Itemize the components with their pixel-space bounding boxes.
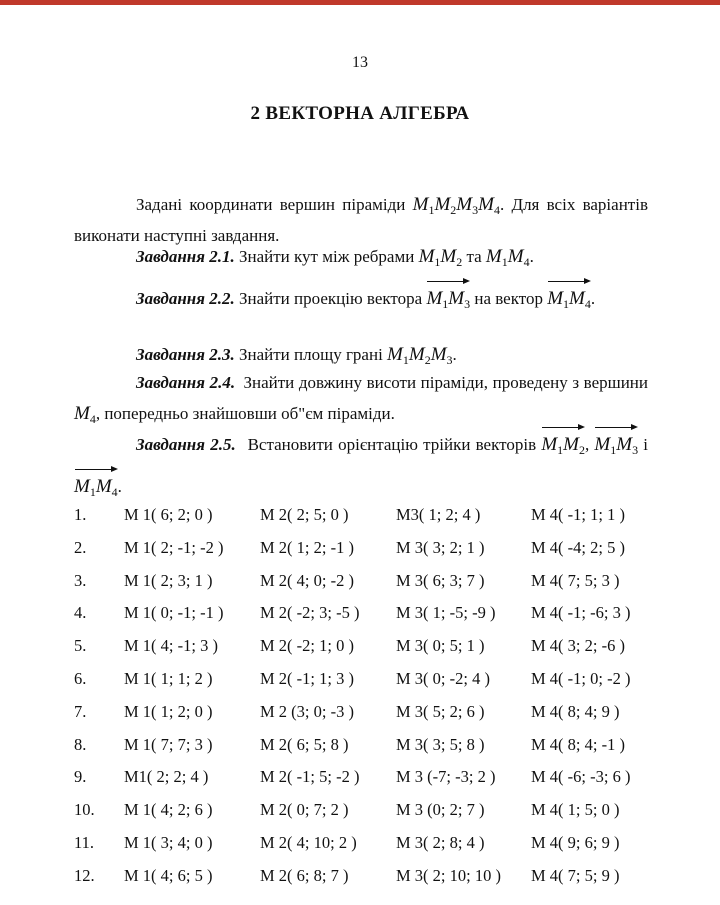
table-row (74, 702, 654, 735)
vertex-m4: M 4( 7; 5; 9 ) (531, 865, 620, 885)
vertex-m2: M 2( 2; 5; 0 ) (260, 505, 349, 524)
vertex-m1: M 1( 4; 2; 6 ) (124, 800, 213, 820)
vertex-m3: M 3( 0; -2; 4 ) (396, 668, 490, 688)
vertex-m2: M 2( 0; 7; 2 ) (260, 800, 349, 820)
vertex-m4: M 4( 3; 2; -6 ) (531, 636, 625, 656)
vertex-m2: M 2( 6; 5; 8 ) (260, 734, 349, 754)
intro-text-before: Задані координати вершин піраміди (136, 195, 406, 214)
vertex-m4: M 4( -1; -6; 3 ) (531, 603, 631, 623)
variant-number: 1. (74, 505, 87, 524)
vertex-m3: M 3( 3; 2; 1 ) (396, 537, 485, 557)
vertex-m4: M 4( -1; 1; 1 ) (531, 505, 625, 524)
variant-number: 11. (74, 832, 95, 852)
task-2-3: Завдання 2.3. Знайти площу грані $M_1M_2M_3$. (136, 344, 457, 367)
vertex-m3: M 3( 2; 10; 10 ) (396, 865, 501, 885)
task-2-4: Завдання 2.4. Знайти довжину висоти піраміди, проведену з вершини $M_4$, попередньо знайшовши об"єм піраміди. (74, 373, 649, 426)
vertex-m3: M 3( 6; 3; 7 ) (396, 570, 485, 590)
vertex-m1: M 1( 2; -1; -2 ) (124, 537, 224, 557)
task-label: Завдання 2.2. (136, 289, 235, 308)
vertex-m1: M1( 2; 2; 4 ) (124, 767, 209, 787)
intro-text-after: . Для всіх варіантів виконати наступні завдання. (74, 195, 648, 245)
vertex-m2: M 2( 4; 0; -2 ) (260, 570, 354, 590)
vertex-m4: M 4( 8; 4; 9 ) (531, 701, 620, 721)
task-label: Завдання 2.3. (136, 345, 235, 364)
vertex-m3: M 3( 2; 8; 4 ) (396, 832, 485, 852)
table-row (74, 669, 654, 702)
vertex-m1: M 1( 6; 2; 0 ) (124, 505, 213, 524)
table-row (74, 636, 654, 669)
table-row (74, 603, 654, 636)
variant-number: 5. (74, 636, 87, 656)
vertex-m2: M 2( -2; 1; 0 ) (260, 636, 354, 656)
table-row (74, 800, 654, 833)
variant-number: 12. (74, 865, 95, 885)
vertex-m2: M 2( 1; 2; -1 ) (260, 537, 354, 557)
vertex-m4: M 4( -1; 0; -2 ) (531, 668, 631, 688)
variant-number: 4. (74, 603, 87, 623)
vertex-m4: M 4( 1; 5; 0 ) (531, 800, 620, 820)
vertex-m2: M 2( -1; 5; -2 ) (260, 767, 360, 787)
task-2-1: Завдання 2.1. Знайти кут між ребрами $M_1M_2$ та $M_1M_4$. (136, 246, 534, 269)
vertex-m3: M 3 (0; 2; 7 ) (396, 800, 485, 820)
table-row (74, 505, 654, 538)
table-row (74, 833, 654, 866)
task-label: Завдання 2.5. (136, 435, 236, 454)
variant-number: 7. (74, 701, 87, 721)
vertex-m4: M 4( -6; -3; 6 ) (531, 767, 631, 787)
task-label: Завдання 2.4. (136, 373, 236, 392)
vertex-m3: M 3( 1; -5; -9 ) (396, 603, 496, 623)
vertex-m2: M 2( -1; 1; 3 ) (260, 668, 354, 688)
task-2-5: Завдання 2.5. Встановити орієнтацію трійки векторів $M_1M_2$, $M_1M_3$ і $M_1M_4$. (74, 425, 648, 504)
table-row (74, 538, 654, 571)
vertex-m3: M 3( 3; 5; 8 ) (396, 734, 485, 754)
vertex-m1: M 1( 4; -1; 3 ) (124, 636, 218, 656)
variant-number: 3. (74, 570, 87, 590)
top-accent-bar (0, 0, 720, 5)
table-row (74, 571, 654, 604)
task-label: Завдання 2.1. (136, 247, 235, 266)
vertex-m3: M 3( 5; 2; 6 ) (396, 701, 485, 721)
vertex-m3: M 3( 0; 5; 1 ) (396, 636, 485, 656)
vertex-m3: M 3 (-7; -3; 2 ) (396, 767, 496, 787)
vertex-m3: M3( 1; 2; 4 ) (396, 505, 481, 524)
vertex-m2: M 2( 6; 8; 7 ) (260, 865, 349, 885)
vertex-m2: M 2( 4; 10; 2 ) (260, 832, 357, 852)
chapter-title: 2 ВЕКТОРНА АЛГЕБРА (250, 103, 470, 124)
variant-number: 2. (74, 537, 87, 557)
variants-table (74, 505, 654, 899)
vertex-m4: M 4( 8; 4; -1 ) (531, 734, 625, 754)
vertex-m1: M 1( 1; 1; 2 ) (124, 668, 213, 688)
table-row (74, 735, 654, 768)
vertex-m4: M 4( -4; 2; 5 ) (531, 537, 625, 557)
vertex-m2: M 2 (3; 0; -3 ) (260, 701, 354, 721)
vertex-m4: M 4( 9; 6; 9 ) (531, 832, 620, 852)
table-row (74, 767, 654, 800)
vertex-m1: M 1( 1; 2; 0 ) (124, 701, 213, 721)
intro-paragraph: Задані координати вершин піраміди $M_1M_2M_3M_4$. Для всіх варіантів виконати наступні завдання. (74, 194, 648, 245)
vertex-m1: M 1( 7; 7; 3 ) (124, 734, 213, 754)
variant-number: 6. (74, 668, 87, 688)
vertex-m1: M 1( 3; 4; 0 ) (124, 832, 213, 852)
vertex-m2: M 2( -2; 3; -5 ) (260, 603, 360, 623)
variant-number: 9. (74, 767, 87, 787)
vertex-m1: M 1( 0; -1; -1 ) (124, 603, 224, 623)
variant-number: 10. (74, 800, 95, 820)
table-row (74, 866, 654, 899)
vertex-m1: M 1( 2; 3; 1 ) (124, 570, 213, 590)
vertex-m1: M 1( 4; 6; 5 ) (124, 865, 213, 885)
task-2-2: Завдання 2.2. Знайти проекцію вектора $M_1M_3$ на вектор $M_1M_4$. (74, 279, 648, 321)
vertex-m4: M 4( 7; 5; 3 ) (531, 570, 620, 590)
variant-number: 8. (74, 734, 87, 754)
page-number: 13 (352, 54, 368, 71)
